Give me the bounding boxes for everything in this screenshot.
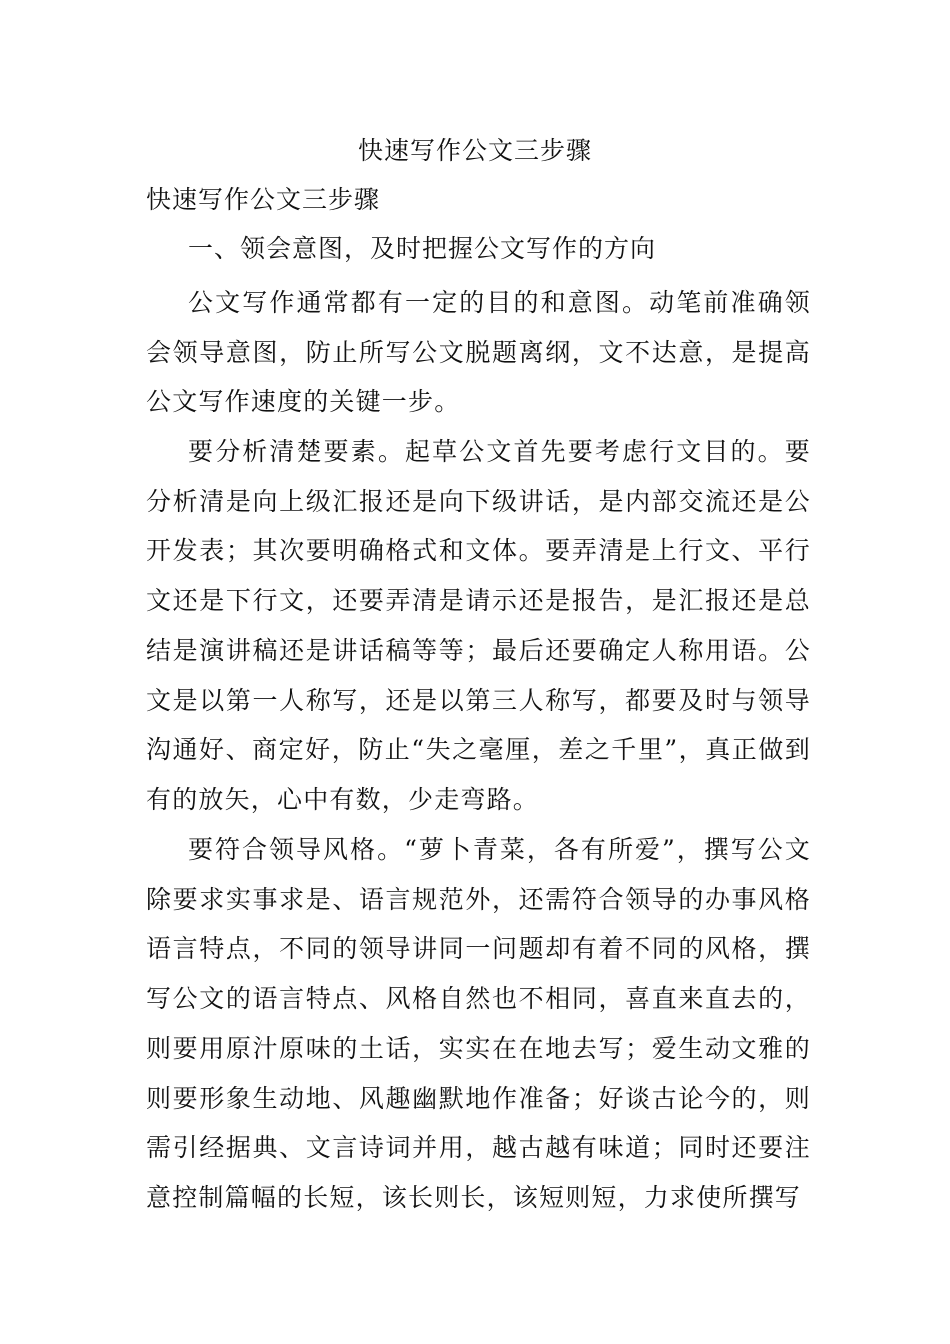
document-subtitle: 快速写作公文三步骤 <box>146 185 381 214</box>
section-heading: 一、领会意图，及时把握公文写作的方向 <box>188 234 657 263</box>
paragraph-leader-style: 要符合领导风格。“萝卜青菜，各有所爱”，撰写公文除要求实事求是、语言规范外，还需符合领导的办事风格语言特点，不同的领导讲同一问题却有着不同的风格，撰写公文的语言特点、风格自然也不相同，喜直来直去的，则要用原汁原味的土话，实实在在地去写；爱生动文雅的则要形象生动地、风趣幽默地作准备；好谈古论今的，则需引经据典、文言诗词并用，越古越有味道；同时还要注意控制篇幅的长短，该长则长，该短则短，力求使所撰写 <box>146 835 811 1212</box>
page-title: 快速写作公文三步骤 <box>357 136 592 165</box>
paragraph-analyze-elements: 要分析清楚要素。起草公文首先要考虑行文目的。要分析清是向上级汇报还是向下级讲话，是内部交流还是公开发表；其次要明确格式和文体。要弄清是上行文、平行文还是下行文，还要弄清是请示还是报告，是汇报还是总结是演讲稿还是讲话稿等等；最后还要确定人称用语。公文是以第一人称写，还是以第三人称写，都要及时与领导沟通好、商定好，防止“失之毫厘，差之千里”，真正做到有的放矢，心中有数，少走弯路。 <box>146 437 811 814</box>
paragraph-intro: 公文写作通常都有一定的目的和意图。动笔前准确领会领导意图，防止所写公文脱题离纲，文不达意，是提高公文写作速度的关键一步。 <box>146 288 811 417</box>
